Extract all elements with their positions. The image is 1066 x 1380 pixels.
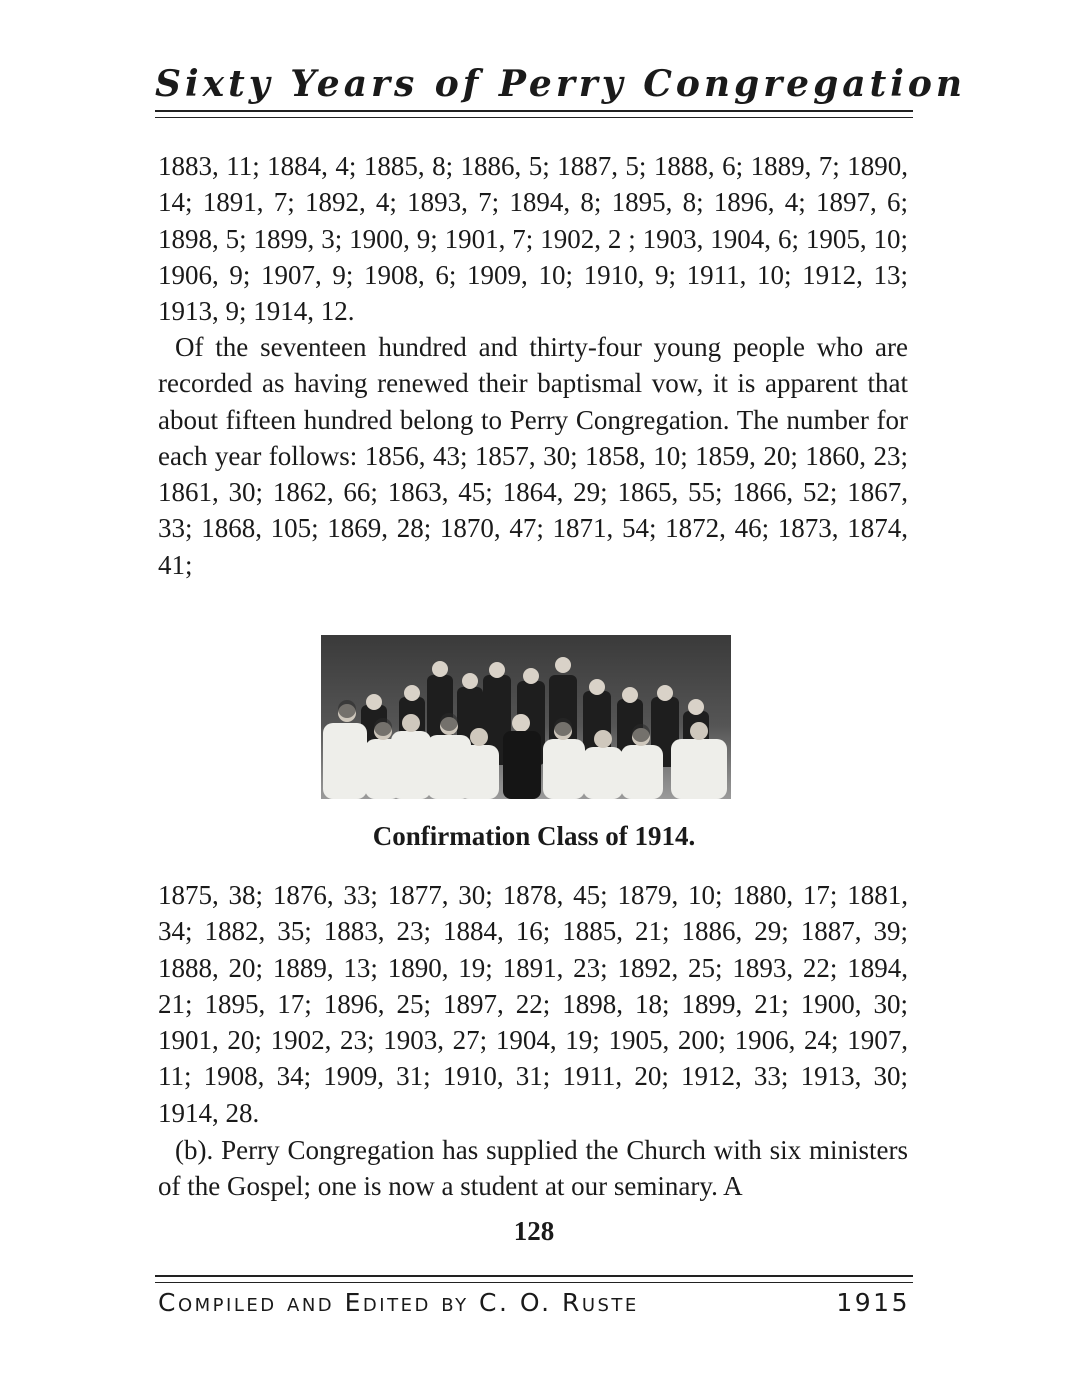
footer-rule-lower [155, 1282, 913, 1283]
confirmation-class-photo [321, 635, 731, 799]
ministers-paragraph: (b). Perry Congregation has supplied the Church with six ministers of the Gospel; one is now a student at our seminary. A [158, 1135, 908, 1202]
footer-rule-upper [155, 1275, 913, 1277]
header-rule-lower [155, 117, 913, 118]
footer-credit: Compiled and Edited by C. O. Ruste [158, 1288, 639, 1317]
header-rule-upper [155, 110, 913, 112]
year-count-list-second: 1875, 38; 1876, 33; 1877, 30; 1878, 45; 1879, 10; 1880, 17; 1881, 34; 1882, 35; 1883, 23; 1884, 16; 1885, 21; 1886, 29; 1887, 39; 1888, 20; 1889, 13; 1890, 19; 1891, 23; 1892, 25; 1893, 22; 1894, 21; 1895, 17; 1896, 25; 1897, 22; 1898, 18; 1899, 21; 1900, 30; 1901, 20; 1902, 23; 1903, 27; 1904, 19; 1905, 200; 1906, 24; 1907, 11; 1908, 34; 1909, 31; 1910, 31; 1911, 20; 1912, 33; 1913, 30; 1914, 28. [158, 880, 908, 1128]
page-number: 128 [513, 1216, 555, 1246]
footer [158, 1286, 910, 1320]
running-header-title: Sixty Years of Perry Congregation [155, 63, 967, 105]
footer-year: 1915 [836, 1288, 910, 1317]
year-count-list-continued: 1883, 11; 1884, 4; 1885, 8; 1886, 5; 1887, 5; 1888, 6; 1889, 7; 1890, 14; 1891, 7; 1892, 4; 1893, 7; 1894, 8; 1895, 8; 1896, 4; 1897, 6; 1898, 5; 1899, 3; 1900, 9; 1901, 7; 1902, 2 ; 1903, 1904, 6; 1905, 10; 1906, 9; 1907, 9; 1908, 6; 1909, 10; 1910, 9; 1911, 10; 1912, 13; 1913, 9; 1914, 12. [158, 151, 908, 327]
photo-caption: Confirmation Class of 1914. [372, 821, 696, 851]
baptismal-vow-paragraph: Of the seventeen hundred and thirty-four young people who are recorded as having renewed their baptismal vow, it is apparent that about fifteen hundred belong to Perry Congregation. The number for each year follows: 1856, 43; 1857, 30; 1858, 10; 1859, 20; 1860, 23; 1861, 30; 1862, 66; 1863, 45; 1864, 29; 1865, 55; 1866, 52; 1867, 33; 1868, 105; 1869, 28; 1870, 47; 1871, 54; 1872, 46; 1873, 1874, 41; [158, 332, 908, 580]
